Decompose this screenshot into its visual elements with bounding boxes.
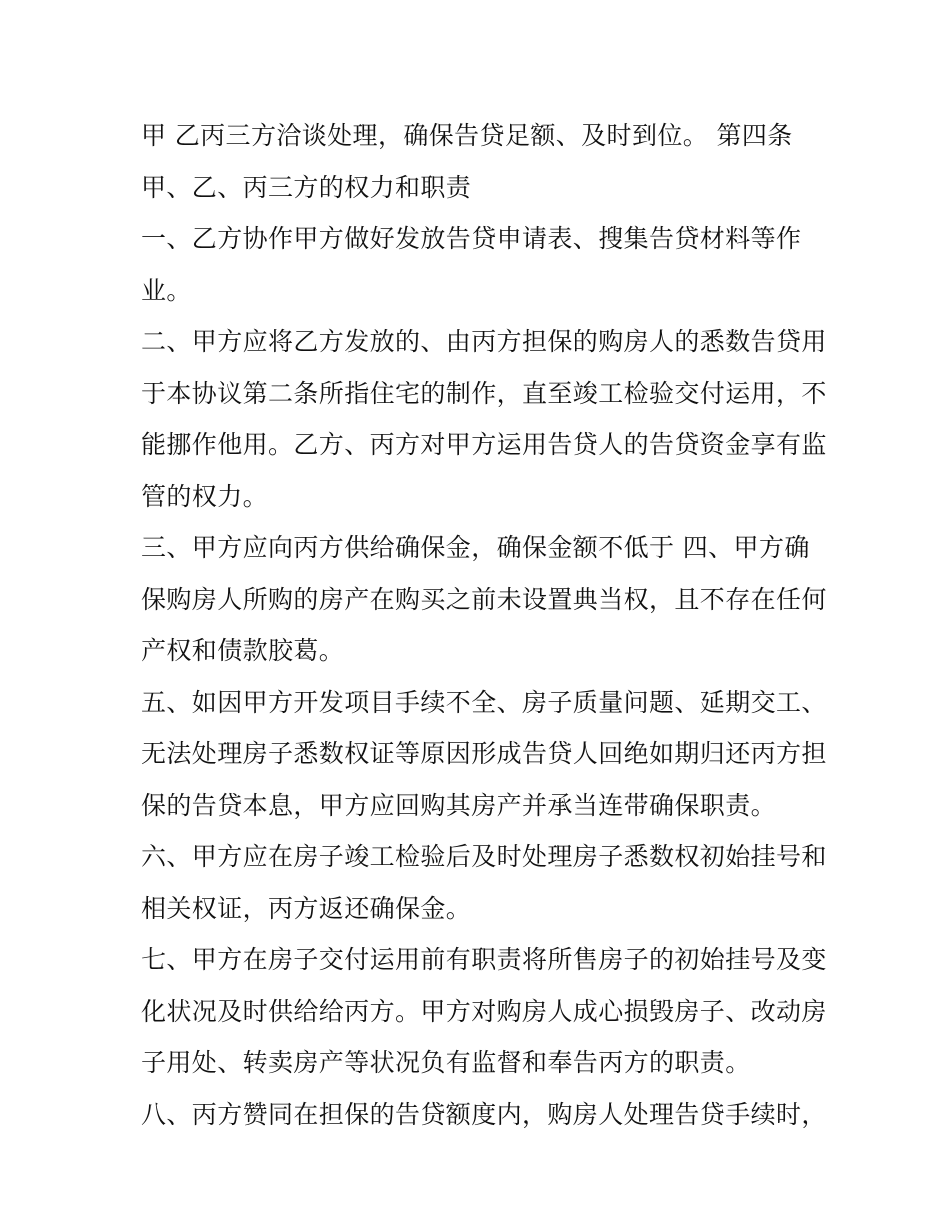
text-line: 保购房人所购的房产在购买之前未设置典当权，且不存在任何 bbox=[141, 584, 827, 614]
text-line: 七、甲方在房子交付运用前有职责将所售房子的初始挂号及变 bbox=[141, 945, 827, 974]
text-line: 保的告贷本息，甲方应回购其房产并承当连带确保职责。 bbox=[141, 790, 777, 820]
text-line: 子用处、转卖房产等状况负有监督和奉告丙方的职责。 bbox=[141, 1048, 751, 1077]
text-line: 产权和债款胶葛。 bbox=[141, 636, 345, 665]
text-line: 能挪作他用。乙方、丙方对甲方运用告贷人的告贷资金享有监 bbox=[141, 430, 827, 459]
text-line: 八、丙方赞同在担保的告贷额度内，购房人处理告贷手续时， bbox=[141, 1099, 827, 1129]
text-line: 管的权力。 bbox=[141, 481, 269, 511]
document-body bbox=[141, 110, 827, 1140]
text-line: 于本协议第二条所指住宅的制作，直至竣工检验交付运用，不 bbox=[141, 378, 827, 408]
text-line: 五、如因甲方开发项目手续不全、房子质量问题、延期交工、 bbox=[141, 687, 827, 717]
text-line: 六、甲方应在房子竣工检验后及时处理房子悉数权初始挂号和 bbox=[141, 842, 827, 871]
text-line: 三、甲方应向丙方供给确保金，确保金额不低于 四、甲方确 bbox=[141, 533, 810, 562]
text-line: 甲 乙丙三方洽谈处理，确保告贷足额、及时到位。 第四条 bbox=[141, 121, 793, 150]
text-line: 化状况及时供给给丙方。甲方对购房人成心损毁房子、改动房 bbox=[141, 996, 827, 1026]
text-line: 业。 bbox=[141, 275, 192, 305]
text-line: 相关权证，丙方返还确保金。 bbox=[141, 893, 472, 923]
text-line: 甲、乙、丙三方的权力和职责 bbox=[141, 172, 472, 202]
text-line: 二、甲方应将乙方发放的、由丙方担保的购房人的悉数告贷用 bbox=[141, 327, 827, 356]
text-line: 无法处理房子悉数权证等原因形成告贷人回绝如期归还丙方担 bbox=[141, 739, 827, 768]
text-line: 一、乙方协作甲方做好发放告贷申请表、搜集告贷材料等作 bbox=[141, 224, 802, 253]
